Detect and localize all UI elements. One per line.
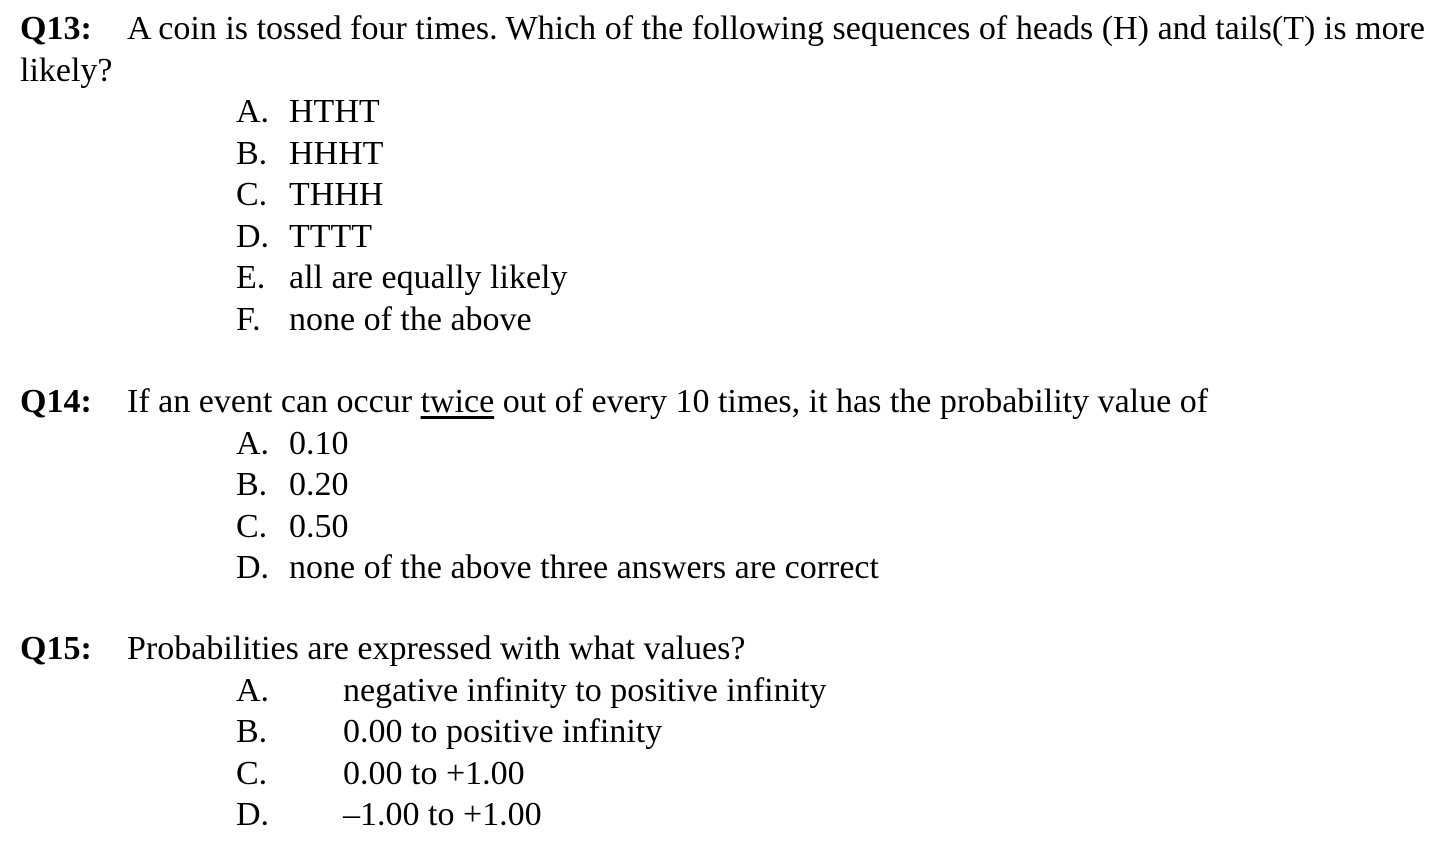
question-13 <box>20 8 1425 340</box>
question-text-end: out of every 10 times, it has the probability value of <box>494 383 1209 420</box>
option-text: 0.00 to +1.00 <box>343 754 525 792</box>
option-letter: A. <box>236 93 270 130</box>
option-letter: C. <box>236 754 268 792</box>
answer-option[interactable] <box>20 547 1425 589</box>
option-letter: B. <box>236 466 268 503</box>
option-letter: C. <box>236 507 268 545</box>
option-text: TTTT <box>289 217 373 255</box>
question-text: Probabilities are expressed with what values? <box>127 630 746 667</box>
option-text: none of the above three answers are correct <box>289 549 879 586</box>
answer-option[interactable] <box>20 257 1425 299</box>
option-letter: D. <box>236 217 270 255</box>
answer-options <box>20 670 1425 836</box>
option-text: 0.50 <box>289 507 349 545</box>
option-letter: F. <box>236 300 261 338</box>
question-stem <box>20 8 1425 91</box>
option-letter: C. <box>236 176 268 213</box>
option-text: 0.00 to positive infinity <box>343 713 663 750</box>
question-15 <box>20 628 1425 836</box>
answer-option[interactable] <box>20 464 1425 506</box>
option-letter: E. <box>236 259 266 296</box>
question-number: Q14: <box>20 383 92 420</box>
answer-option[interactable] <box>20 794 1425 836</box>
option-text: all are equally likely <box>289 259 568 296</box>
option-letter: D. <box>236 549 270 586</box>
question-stem <box>20 381 1425 423</box>
option-text: –1.00 to +1.00 <box>343 796 542 833</box>
option-letter: B. <box>236 713 268 750</box>
answer-options <box>20 423 1425 589</box>
answer-option[interactable] <box>20 711 1425 753</box>
option-text: 0.20 <box>289 466 349 503</box>
option-text: HHHT <box>289 134 384 172</box>
answer-option[interactable] <box>20 216 1425 258</box>
question-text-start: If an event can occur <box>127 383 421 420</box>
answer-option[interactable] <box>20 91 1425 133</box>
option-text: 0.10 <box>289 424 349 462</box>
option-text: none of the above <box>289 300 532 338</box>
answer-option[interactable] <box>20 299 1425 341</box>
question-number: Q15: <box>20 630 92 667</box>
option-letter: A. <box>236 671 270 709</box>
answer-option[interactable] <box>20 174 1425 216</box>
answer-option[interactable] <box>20 423 1425 465</box>
question-number: Q13: <box>20 10 92 47</box>
option-text: THHH <box>289 176 384 213</box>
option-letter: B. <box>236 134 268 172</box>
option-text: negative infinity to positive infinity <box>343 671 827 709</box>
answer-option[interactable] <box>20 506 1425 548</box>
answer-options <box>20 91 1425 340</box>
underlined-word: twice <box>420 383 495 420</box>
question-text: A coin is tossed four times. Which of the following sequences of heads (H) and tails(T) is more likely? <box>20 10 1425 89</box>
question-14 <box>20 381 1425 589</box>
option-letter: A. <box>236 424 270 462</box>
question-stem <box>20 628 1425 670</box>
option-letter: D. <box>236 796 270 833</box>
answer-option[interactable] <box>20 670 1425 712</box>
answer-option[interactable] <box>20 753 1425 795</box>
answer-option[interactable] <box>20 133 1425 175</box>
option-text: HTHT <box>289 93 380 130</box>
